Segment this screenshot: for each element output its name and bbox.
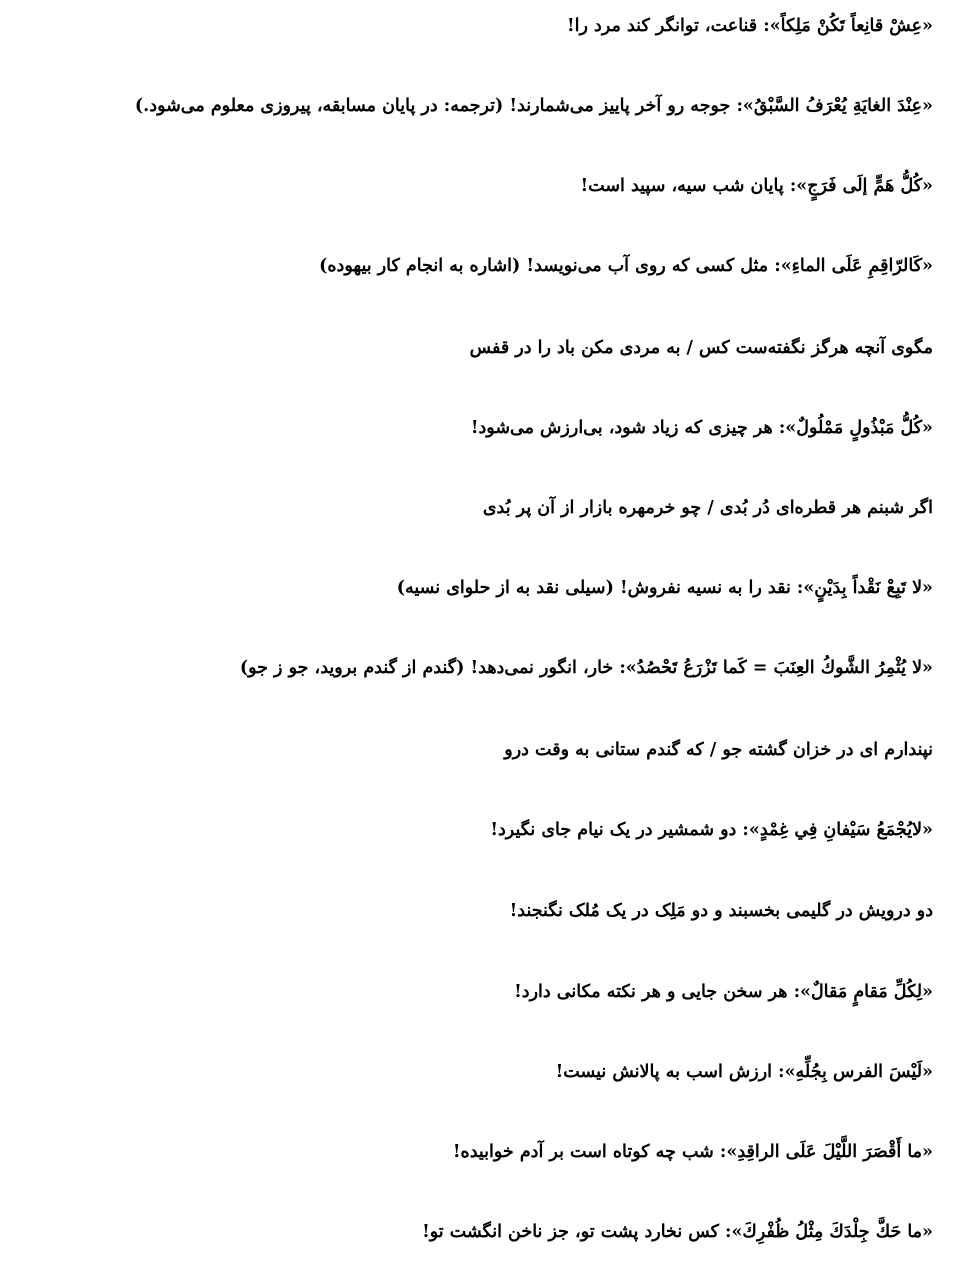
text-line: اگر شبنم هر قطره‌ای دُر بُدی / چو خرمهره بازار از آن پر بُدی [482, 498, 933, 518]
text-line: «ما أَقْصَرَ اللَّيْلَ عَلَى الراقِدِ»: شب چه کوتاه است بر آدم خوابیده! [452, 1142, 933, 1162]
text-line: دو درویش در گلیمی بخسبند و دو مَلِک در یک مُلک نگنجند! [509, 901, 933, 921]
text-line: «لا يُثْمِرُ الشَّوكُ العِنَبَ = كَما تَزْرَعُ تَحْصُدُ»: خار، انگور نمی‌دهد! (گندم از گندم بروید، جو ز جو) [239, 658, 933, 678]
text-line: «عِشْ قانِعاً تَكُنْ مَلِكاً»: قناعت، توانگر کند مرد را! [566, 16, 933, 36]
text-line: «كُلُّ هَمٍّ إلَى فَرَجٍ»: پایان شب سیه، سپید است! [580, 176, 933, 196]
text-line: «لِكُلِّ مَقامٍ مَقالٌ»: هر سخن جایی و هر نکته مکانی دارد! [514, 982, 933, 1002]
text-line: «عِنْدَ الغايَةِ يُعْرَفُ السَّبْقُ»: جوجه رو آخر پاییز می‌شمارند! (ترجمه: در پایان مسابقه، پیروزی معلوم می‌شود.) [134, 96, 933, 116]
text-line: «لَيْسَ الفرس بِجُلِّهِ»: ارزش اسب به پالانش نیست! [555, 1062, 933, 1082]
text-line: «لا تَبِعْ نَقْداً بِدَيْنٍ»: نقد را به نسیه نفروش! (سیلی نقد به از حلوای نسیه) [396, 578, 933, 598]
text-line: نپندارم ای در خزان گشته جو / که گندم ستانی به وقت درو [504, 740, 933, 760]
text-line: «لايُجْمَعُ سَيْفانِ فِي غِمْدٍ»: دو شمشیر در یک نیام جای نگیرد! [490, 820, 933, 840]
text-line: مگوی آنچه هرگز نگفته‌ست کس / به مردی مکن باد را در قفس [469, 338, 933, 358]
text-line: «ما حَكَّ جِلْدَكَ مِثْلُ ظُفْرِكَ»: کس نخارد پشت تو، جز ناخن انگشت تو! [422, 1222, 933, 1242]
text-line: «كَالرّاقِمِ عَلَى الماءِ»: مثل کسی که روی آب می‌نویسد! (اشاره به انجام کار بیهوده) [319, 256, 933, 276]
text-line: «كُلُّ مَبْذُولٍ مَمْلُولٌ»: هر چیزی که زیاد شود، بی‌ارزش می‌شود! [470, 418, 933, 438]
